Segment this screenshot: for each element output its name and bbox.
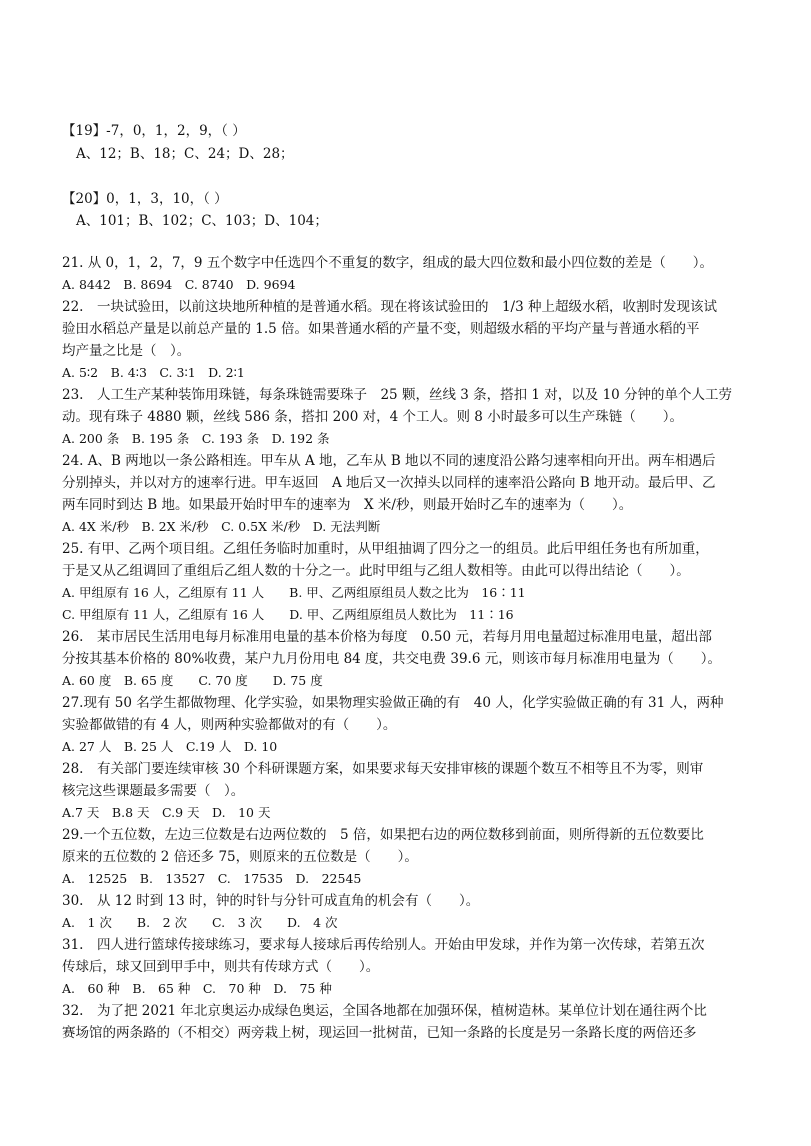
q26-line-2: 分按其基本价格的 80%收费，某户九月份用电 84 度，共交电费 39.6 元，则该市每月标准用电量为（ ）。 <box>62 651 721 667</box>
q25-option-line-1: A. 甲组原有 16 人，乙组原有 11 人 B. 甲、乙两组原组员人数之比为 16∶11 <box>62 585 526 600</box>
q22-options: A. 5∶2 B. 4∶3 C. 3∶1 D. 2∶1 <box>62 365 245 380</box>
q29-options: A. 12525 B. 13527 C. 17535 D. 22545 <box>62 871 362 886</box>
q32-line-2: 赛场馆的两条路的（不相交）两旁栽上树，现运回一批树苗，已知一条路的长度是另一条路长度的两倍还多 <box>62 1025 697 1041</box>
q27-line-1: 27.现有 50 名学生都做物理、化学实验，如果物理实验做正确的有 40 人，化学实验做正确的有 31 人，两种 <box>62 695 724 711</box>
q26-options: A. 60 度 B. 65 度 C. 70 度 D. 75 度 <box>62 673 323 688</box>
q21-options: A. 8442 B. 8694 C. 8740 D. 9694 <box>62 277 296 292</box>
q28-options: A.7 天 B.8 天 C.9 天 D. 10 天 <box>62 805 271 820</box>
q31-options: A. 60 种 B. 65 种 C. 70 种 D. 75 种 <box>62 981 332 996</box>
q23-options: A. 200 条 B. 195 条 C. 193 条 D. 192 条 <box>62 431 330 446</box>
q24-options: A. 4X 米/秒 B. 2X 米/秒 C. 0.5X 米/秒 D. 无法判断 <box>62 519 381 534</box>
q28-line-1: 28. 有关部门要连续审核 30 个科研课题方案，如果要求每天安排审核的课题个数互不相等且不为零，则审 <box>62 761 704 777</box>
q30-stem: 30. 从 12 时到 13 时，钟的时针与分针可成直角的机会有（ ）。 <box>62 893 480 909</box>
q21-stem: 21. 从 0，1，2，7，9 五个数字中任选四个不重复的数字，组成的最大四位数和最小四位数的差是（ ）。 <box>62 255 714 271</box>
q28-line-2: 核完这些课题最多需要（ ）。 <box>62 783 245 799</box>
q27-line-2: 实验都做错的有 4 人，则两种实验都做对的有（ ）。 <box>62 717 397 733</box>
q24-line-1: 24. A、B 两地以一条公路相连。甲车从 A 地，乙车从 B 地以不同的速度沿公路匀速率相向开出。两车相遇后 <box>62 453 716 469</box>
q27-options: A. 27 人 B. 25 人 C.19 人 D. 10 <box>62 739 278 754</box>
q25-line-1: 25. 有甲、乙两个项目组。乙组任务临时加重时，从甲组抽调了四分之一的组员。此后甲组任务也有所加重， <box>62 541 709 557</box>
q32-line-1: 32. 为了把 2021 年北京奥运办成绿色奥运，全国各地都在加强环保，植树造林。某单位计划在通往两个比 <box>62 1003 707 1019</box>
q23-line-1: 23. 人工生产某种装饰用珠链，每条珠链需要珠子 25 颗，丝线 3 条，搭扣 1 对，以及 10 分钟的单个人工劳 <box>62 387 733 403</box>
q19-options: A、12；B、18；C、24；D、28； <box>76 146 294 162</box>
q30-options: A. 1 次 B. 2 次 C. 3 次 D. 4 次 <box>62 915 338 930</box>
q22-line-1: 22. 一块试验田，以前这块地所种植的是普通水稻。现在将该试验田的 1/3 种上超级水稻，收割时发现该试 <box>62 299 717 315</box>
q31-line-1: 31. 四人进行篮球传接球练习，要求每人接球后再传给别人。开始由甲发球，并作为第一次传球，若第五次 <box>62 937 705 953</box>
q24-line-3: 两车同时到达 B 地。如果最开始时甲车的速率为 X 米/秒，则最开始时乙车的速率为（ ）。 <box>62 497 633 513</box>
q19-stem: 【19】-7，0，1，2，9，（ ） <box>62 123 246 139</box>
q20-options: A、101；B、102；C、103；D、104； <box>76 213 328 229</box>
q23-line-2: 动。现有珠子 4880 颗，丝线 586 条，搭扣 200 对，4 个工人。则 8 小时最多可以生产珠链（ ）。 <box>62 409 683 425</box>
q31-line-2: 传球后，球又回到甲手中，则共有传球方式（ ）。 <box>62 959 380 975</box>
q29-line-2: 原来的五位数的 2 倍还多 75，则原来的五位数是（ ）。 <box>62 849 418 865</box>
q25-line-2: 于是又从乙组调回了重组后乙组人数的十分之一。此时甲组与乙组人数相等。由此可以得出结论（ ）。 <box>62 563 690 579</box>
q22-line-3: 均产量之比是（ ）。 <box>62 343 191 359</box>
q29-line-1: 29.一个五位数，左边三位数是右边两位数的 5 倍，如果把右边的两位数移到前面，则所得新的五位数要比 <box>62 827 704 843</box>
q26-line-1: 26. 某市居民生活用电每月标准用电量的基本价格为每度 0.50 元，若每月用电量超过标准用电量，超出部 <box>62 629 712 645</box>
q22-line-2: 验田水稻总产量是以前总产量的 1.5 倍。如果普通水稻的产量不变，则超级水稻的平均产量与普通水稻的平 <box>62 321 700 337</box>
q24-line-2: 分别掉头，并以对方的速率行进。甲车返回 A 地后又一次掉头以同样的速率沿公路向 B 地开动。最后甲、乙 <box>62 475 716 491</box>
q25-option-line-2: C. 甲组原有 11 人，乙组原有 16 人 D. 甲、乙两组原组员人数比为 11∶16 <box>62 607 514 622</box>
q20-stem: 【20】0，1，3，10，（ ） <box>62 191 228 207</box>
